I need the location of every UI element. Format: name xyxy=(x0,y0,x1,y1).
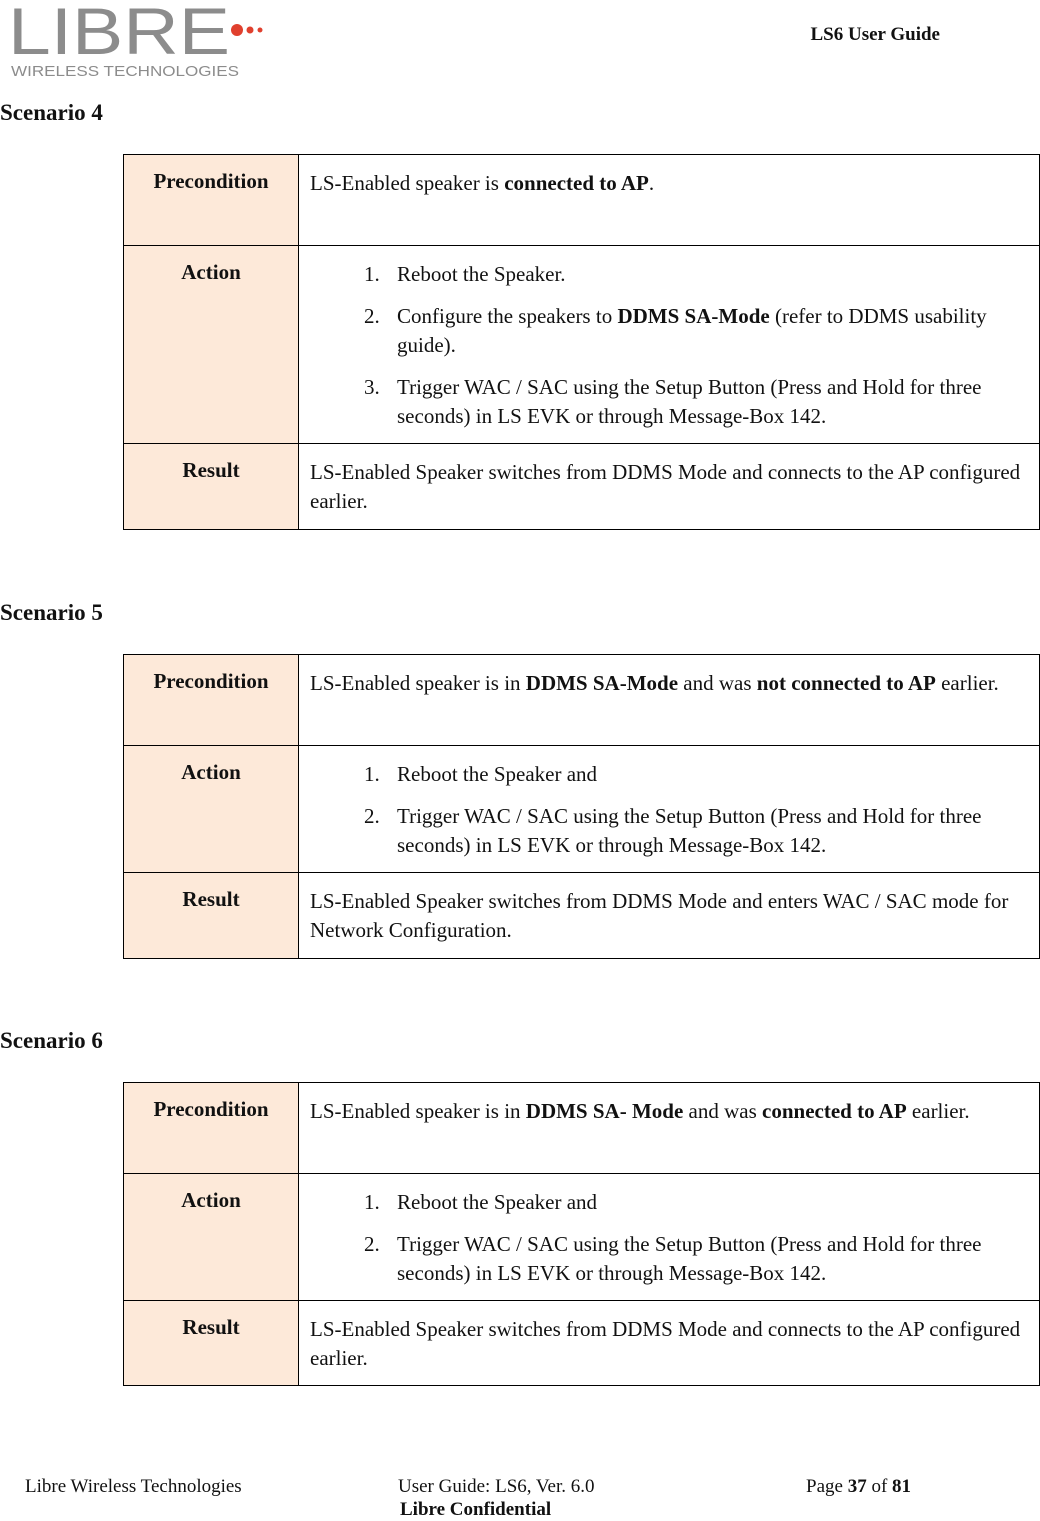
result-label: Result xyxy=(124,444,299,530)
precondition-label: Precondition xyxy=(124,155,299,246)
action-item: 2. Trigger WAC / SAC using the Setup Button (Press and Hold for three seconds) in LS EVK or through Message-Box 142. xyxy=(385,1230,1027,1288)
precondition-row xyxy=(124,655,1040,746)
result-text: LS-Enabled Speaker switches from DDMS Mode and connects to the AP configured earlier. xyxy=(299,1301,1040,1386)
action-item: 1. Reboot the Speaker and xyxy=(385,760,1027,789)
action-list-cell xyxy=(299,246,1040,444)
footer-guide-version: User Guide: LS6, Ver. 6.0 xyxy=(398,1476,595,1497)
precondition-text: LS-Enabled speaker is in DDMS SA- Mode and was connected to AP earlier. xyxy=(299,1083,1040,1174)
svg-text:WIRELESS TECHNOLOGIES: WIRELESS TECHNOLOGIES xyxy=(11,63,239,80)
precondition-text: LS-Enabled speaker is in DDMS SA-Mode and was not connected to AP earlier. xyxy=(299,655,1040,746)
action-item: 2. Trigger WAC / SAC using the Setup Button (Press and Hold for three seconds) in LS EVK or through Message-Box 142. xyxy=(385,802,1027,860)
scenario-5-heading: Scenario 5 xyxy=(0,600,103,625)
precondition-text: LS-Enabled speaker is connected to AP. xyxy=(299,155,1040,246)
document-title: LS6 User Guide xyxy=(810,24,940,45)
footer-confidential: Libre Confidential xyxy=(400,1499,552,1520)
result-text: LS-Enabled Speaker switches from DDMS Mode and enters WAC / SAC mode for Network Configuration. xyxy=(299,873,1040,959)
action-label: Action xyxy=(124,746,299,873)
action-list-cell xyxy=(299,746,1040,873)
scenario-6-table xyxy=(123,1082,1040,1386)
scenario-6-heading: Scenario 6 xyxy=(0,1028,103,1053)
action-list-cell xyxy=(299,1174,1040,1301)
footer-page-number: Page 37 of 81 xyxy=(806,1476,912,1497)
scenario-4-heading: Scenario 4 xyxy=(0,100,103,125)
action-row xyxy=(124,246,1040,444)
result-text: LS-Enabled Speaker switches from DDMS Mode and connects to the AP configured earlier. xyxy=(299,444,1040,530)
action-label: Action xyxy=(124,246,299,444)
scenario-5-table xyxy=(123,654,1040,959)
result-row xyxy=(124,1301,1040,1386)
precondition-row xyxy=(124,155,1040,246)
scenario-4-table xyxy=(123,154,1040,530)
libre-logo xyxy=(8,0,268,80)
precondition-label: Precondition xyxy=(124,1083,299,1174)
action-item: 3. Trigger WAC / SAC using the Setup Button (Press and Hold for three seconds) in LS EVK or through Message-Box 142. xyxy=(385,373,1027,431)
action-item: 2. Configure the speakers to DDMS SA-Mode (refer to DDMS usability guide). xyxy=(385,302,1027,360)
action-item: 1. Reboot the Speaker and xyxy=(385,1188,1027,1217)
action-row xyxy=(124,1174,1040,1301)
result-label: Result xyxy=(124,1301,299,1386)
action-row xyxy=(124,746,1040,873)
footer-company: Libre Wireless Technologies xyxy=(25,1476,242,1497)
precondition-label: Precondition xyxy=(124,655,299,746)
result-row xyxy=(124,444,1040,530)
result-row xyxy=(124,873,1040,959)
result-label: Result xyxy=(124,873,299,959)
precondition-row xyxy=(124,1083,1040,1174)
action-label: Action xyxy=(124,1174,299,1301)
svg-text:LIBRE: LIBRE xyxy=(8,0,230,68)
action-item: 1. Reboot the Speaker. xyxy=(385,260,1027,289)
